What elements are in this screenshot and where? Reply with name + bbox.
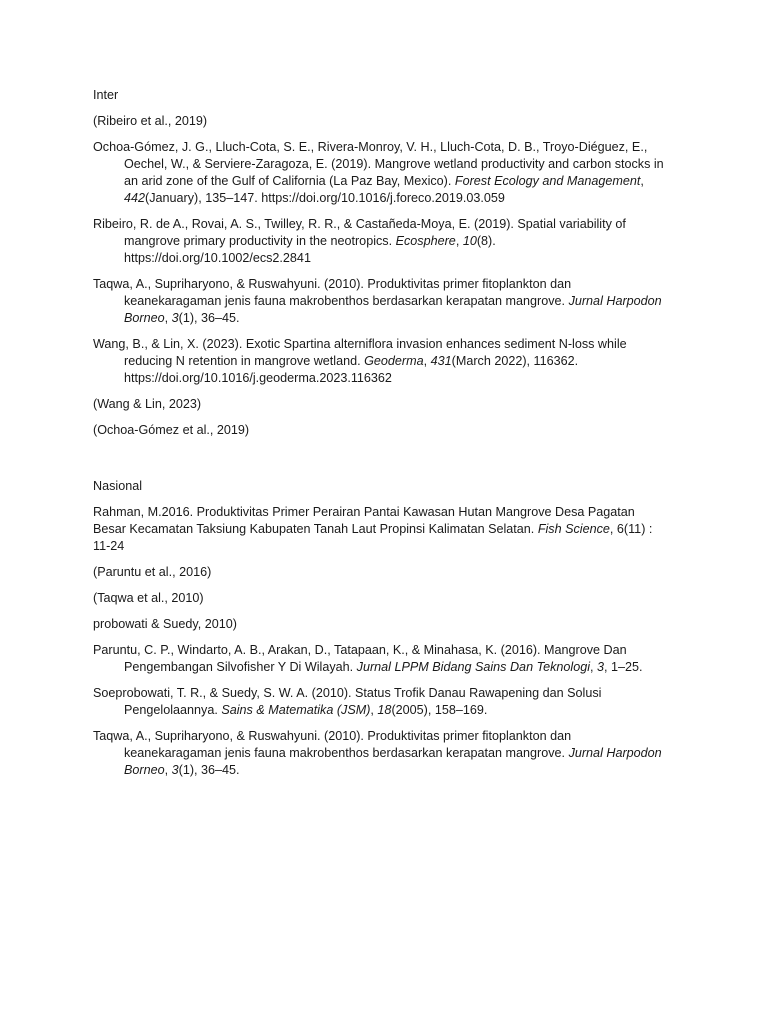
- reference-taqwa-nasional: Taqwa, A., Supriharyono, & Ruswahyuni. (2010). Produktivitas primer fitoplankton dan keanekaragaman jenis fauna makrobenthos berdasarkan kerapatan mangrove. Jurnal Harpodon Borneo, 3(1), 36–45.: [93, 729, 662, 777]
- reference-paruntu: Paruntu, C. P., Windarto, A. B., Arakan, D., Tatapaan, K., & Minahasa, K. (2016). Mangrove Dan Pengembangan Silvofisher Y Di Wilayah. Jurnal LPPM Bidang Sains Dan Teknologi, 3, 1–25.: [93, 643, 643, 674]
- journal-volume: 10: [462, 234, 477, 248]
- citation-paruntu: (Paruntu et al., 2016): [93, 565, 212, 579]
- reference-ribeiro: Ribeiro, R. de A., Rovai, A. S., Twilley, R. R., & Castañeda-Moya, E. (2019). Spatial variability of mangrove primary productivity in the neotropics. Ecosphere, 10(8). https://doi.org/10.1002/ecs2.2841: [93, 217, 626, 265]
- journal-volume: 18: [377, 703, 392, 717]
- citation-soeprobowati: probowati & Suedy, 2010): [93, 617, 237, 631]
- document-page: [93, 87, 668, 788]
- journal-title: Jurnal Harpodon Borneo: [124, 746, 662, 777]
- reference-soeprobowati: Soeprobowati, T. R., & Suedy, S. W. A. (2010). Status Trofik Danau Rawapening dan Solusi Pengelolaannya. Sains & Matematika (JSM), 18(2005), 158–169.: [93, 686, 602, 717]
- reference-ochoa-gomez: Ochoa-Gómez, J. G., Lluch-Cota, S. E., Rivera-Monroy, V. H., Lluch-Cota, D. B., Troyo-Diéguez, E., Oechel, W., & Serviere-Zaragoza, E. (2019). Mangrove wetland productivity and carbon stocks in an arid zone of the Gulf of California (La Paz Bay, Mexico). Forest Ecology and Management, 442(January), 135–147. https://doi.org/10.1016/j.foreco.2019.03.059: [93, 140, 664, 205]
- journal-title: Jurnal Harpodon Borneo: [124, 294, 662, 325]
- journal-title: Forest Ecology and Management: [454, 174, 641, 188]
- journal-volume: 3: [171, 763, 179, 777]
- journal-volume: 3: [171, 311, 179, 325]
- reference-rahman: Rahman, M.2016. Produktivitas Primer Perairan Pantai Kawasan Hutan Mangrove Desa Pagatan Besar Kecamatan Taksiung Kabupaten Tanah Laut Propinsi Kalimatan Selatan. Fish Science, 6(11) : 11-24: [93, 505, 653, 553]
- reference-wang-lin: Wang, B., & Lin, X. (2023). Exotic Spartina alterniflora invasion enhances sediment N-loss while reducing N retention in mangrove wetland. Geoderma, 431(March 2022), 116362. https://doi.org/10.1016/j.geoderma.2023.116362: [93, 337, 627, 385]
- journal-title: Jurnal LPPM Bidang Sains Dan Teknologi: [356, 660, 591, 674]
- journal-volume: 431: [430, 354, 452, 368]
- citation-ribeiro: (Ribeiro et al., 2019): [93, 114, 208, 128]
- journal-volume: 3: [597, 660, 605, 674]
- journal-title: Geoderma: [364, 354, 424, 368]
- section-heading-inter: Inter: [93, 88, 119, 102]
- journal-title: Ecosphere: [395, 234, 456, 248]
- citation-ochoa-gomez: (Ochoa-Gómez et al., 2019): [93, 423, 250, 437]
- journal-title: Sains & Matematika (JSM): [221, 703, 371, 717]
- journal-title: Fish Science: [537, 522, 610, 536]
- citation-wang-lin: (Wang & Lin, 2023): [93, 397, 202, 411]
- citation-taqwa: (Taqwa et al., 2010): [93, 591, 204, 605]
- journal-volume: 442: [124, 191, 146, 205]
- section-spacer: [93, 448, 668, 478]
- reference-taqwa: Taqwa, A., Supriharyono, & Ruswahyuni. (2010). Produktivitas primer fitoplankton dan keanekaragaman jenis fauna makrobenthos berdasarkan kerapatan mangrove. Jurnal Harpodon Borneo, 3(1), 36–45.: [93, 277, 662, 325]
- section-heading-nasional: Nasional: [93, 479, 143, 493]
